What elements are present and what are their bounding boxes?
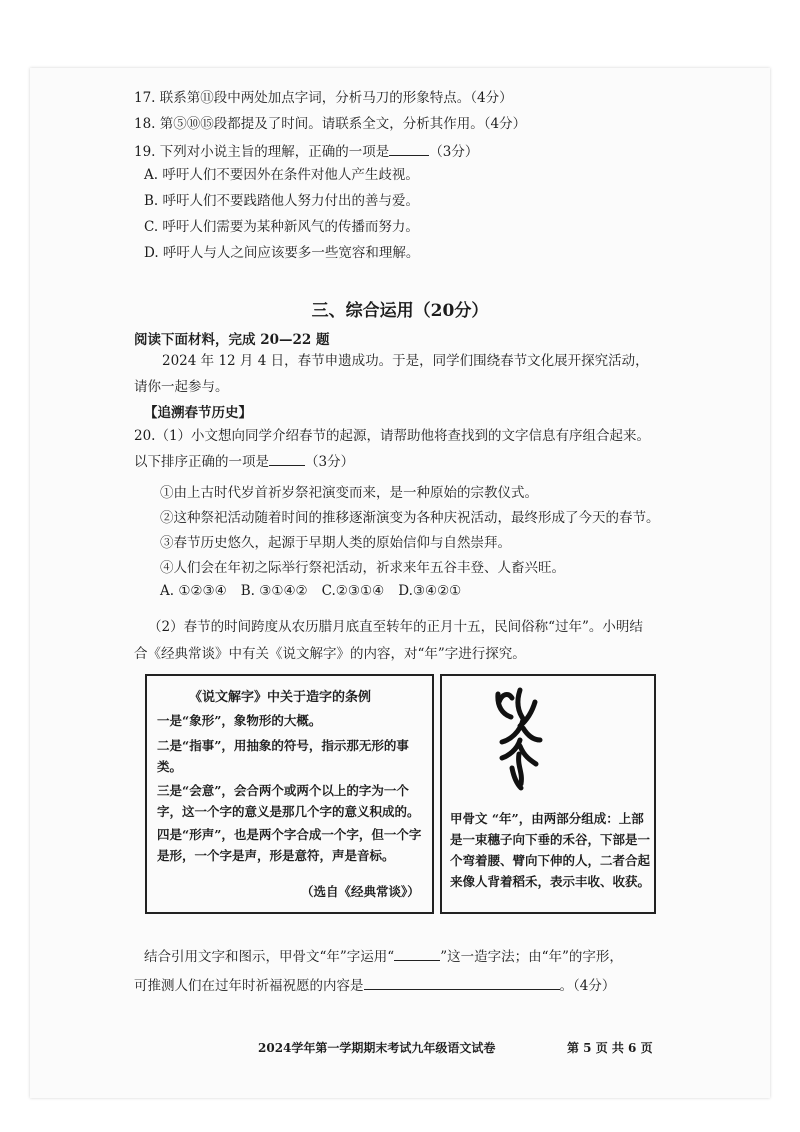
exam-page xyxy=(30,68,770,1098)
q20-2-question-line1: 结合引用文字和图示，甲骨文“年”字运用“ ”这一造字法；由“年”的字形， xyxy=(144,946,623,966)
q19-option-c: C. 呼吁人们需要为某种新风气的传播而努力。 xyxy=(144,219,419,235)
q19-option-b: B. 呼吁人们不要践踏他人努力付出的善与爱。 xyxy=(144,193,420,209)
footer-page-info: 第 5 页 共 6 页 xyxy=(567,1041,653,1055)
question-17: 17. 联系第⑪段中两处加点字词，分析马刀的形象特点。（4分） xyxy=(134,90,513,106)
intro-paragraph: 2024 年 12 月 4 日，春节申遗成功。于是，同学们围绕春节文化展开探究活动，请你一起参与。 xyxy=(134,353,649,395)
question-19-stem: 19. 下列对小说主旨的理解，正确的一项是 （3分） xyxy=(134,141,478,161)
rule-huiyi: 三是“会意”，会合两个或两个以上的字为一个字，这一个字的意义是那几个字的意义积成的。 xyxy=(157,783,420,819)
material-intro: 阅读下面材料，完成 20—22 题 xyxy=(134,332,330,348)
q20-1-item-4: ④人们会在年初之际举行祭祀活动，祈求来年五谷丰登、人畜兴旺。 xyxy=(160,560,565,576)
box-shuowen-rules xyxy=(145,674,434,914)
box-oracle-bone xyxy=(440,674,656,914)
q20-1-item-2: ②这种祭祀活动随着时间的推移逐渐演变为各种庆祝活动，最终形成了今天的春节。 xyxy=(160,510,660,526)
rule-zhishi: 二是“指事”，用抽象的符号，指示那无形的事类。 xyxy=(157,738,409,774)
subheading-history: 【追溯春节历史】 xyxy=(144,405,252,421)
q19-option-a: A. 呼吁人们不要因外在条件对他人产生歧视。 xyxy=(144,167,419,183)
box-left-heading: 《说文解字》中关于造字的条例 xyxy=(189,690,372,705)
q19-option-d: D. 呼吁人与人之间应该要多一些宽容和理解。 xyxy=(144,245,420,261)
q20-1-stem: 20.（1）小文想向同学介绍春节的起源，请帮助他将查找到的文字信息有序组合起来。以下排序正确的一项是 （3分） xyxy=(134,428,651,470)
rule-xingsheng: 四是“形声”，也是两个字合成一个字，但一个字是形，一个字是声，形是意符，声是音标。 xyxy=(157,827,422,863)
section-3-title: 三、综合运用（20分） xyxy=(311,301,489,321)
oracle-bone-nian-icon xyxy=(490,684,550,799)
box-left-source: （选自《经典常谈》） xyxy=(301,884,420,899)
footer-exam-title: 2024学年第一学期期末考试九年级语文试卷 xyxy=(258,1041,496,1055)
q20-1-item-1: ①由上古时代岁首祈岁祭祀演变而来，是一种原始的宗教仪式。 xyxy=(160,485,538,501)
rule-xiangxing: 一是“象形”，象物形的大概。 xyxy=(157,713,322,728)
q20-2-text: （2）春节的时间跨度从农历腊月底直至转年的正月十五，民间俗称“过年”。小明结合《经典常谈》中有关《说文解字》的内容，对“年”字进行探究。 xyxy=(134,619,643,662)
q20-1-item-3: ③春节历史悠久，起源于早期人类的原始信仰与自然崇拜。 xyxy=(160,535,511,551)
q20-1-choices: A. ①②③④ B. ③①④② C.②③①④ D.③④②① xyxy=(160,583,462,599)
question-18: 18. 第⑤⑩⑮段都提及了时间。请联系全文，分析其作用。（4分） xyxy=(134,116,527,132)
oracle-bone-caption: 甲骨文 “年”，由两部分组成：上部是一束穗子向下垂的禾谷，下部是一个弯着腰、臂向下伸的人，二者合起来像人背着稻禾，表示丰收、收获。 xyxy=(450,811,651,889)
q20-2-question-line2: 可推测人们在过年时祈福祝愿的内容是 。（4分） xyxy=(134,975,615,995)
